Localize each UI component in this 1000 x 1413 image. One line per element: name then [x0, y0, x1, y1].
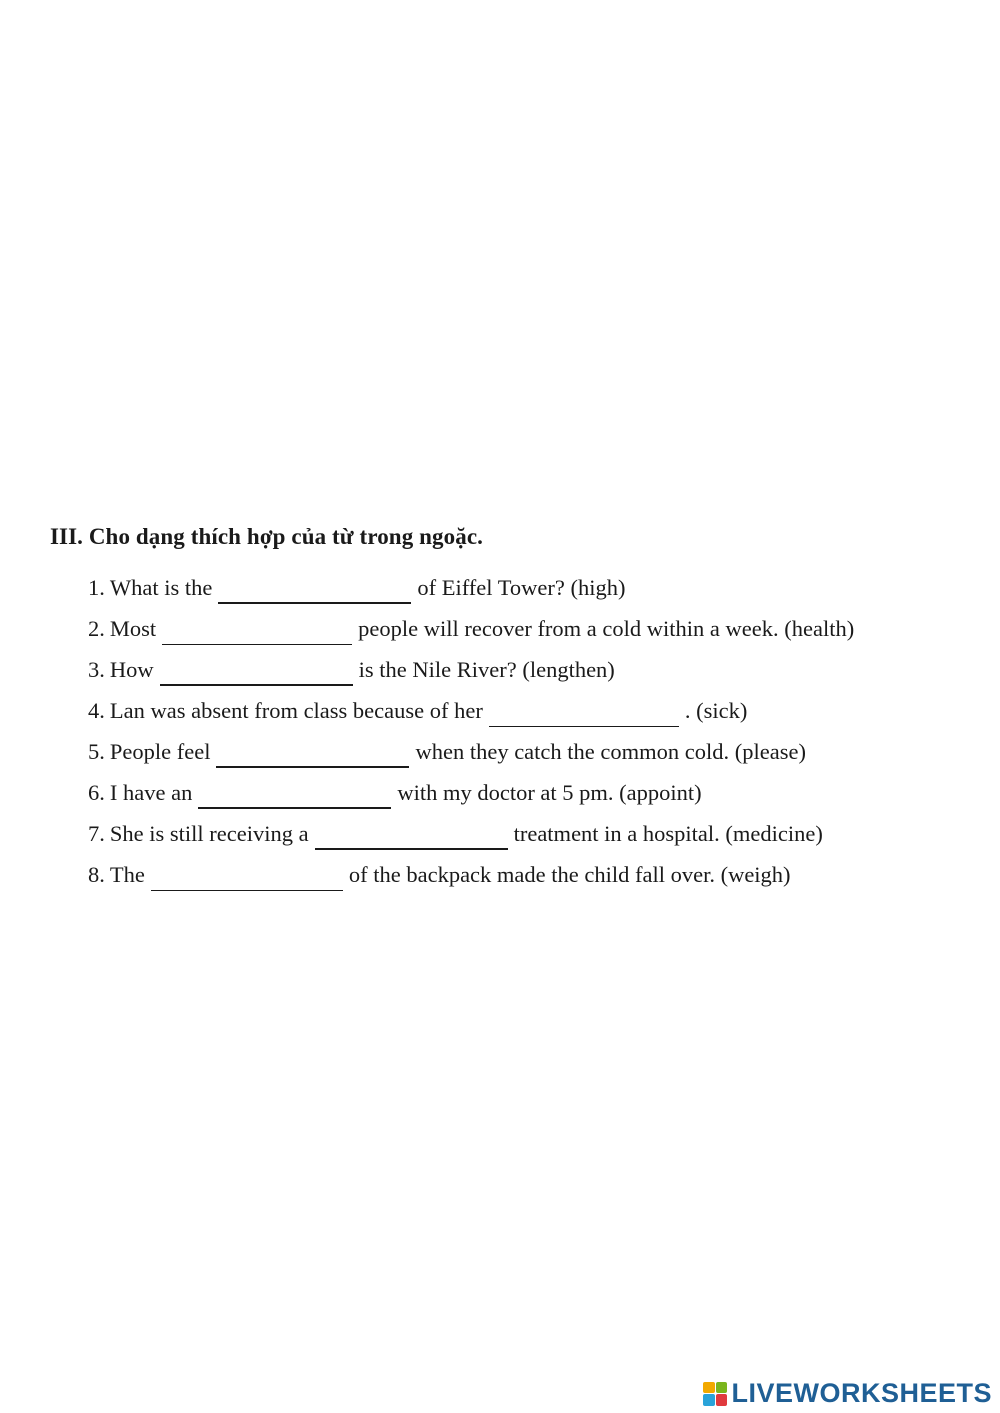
liveworksheets-branding[interactable]	[703, 1380, 992, 1407]
question-text-before: People feel	[109, 739, 211, 764]
question-number: 1.	[88, 575, 105, 600]
question-2	[88, 604, 968, 645]
question-7	[88, 809, 968, 850]
question-text-after: treatment in a hospital. (medicine)	[513, 821, 823, 846]
question-number: 6.	[88, 780, 105, 805]
question-number: 4.	[88, 698, 105, 723]
question-6	[88, 768, 968, 809]
question-text-after: of Eiffel Tower? (high)	[417, 575, 626, 600]
question-text-after: people will recover from a cold within a week. (health)	[358, 616, 855, 641]
question-text-after: of the backpack made the child fall over. (weigh)	[348, 862, 791, 887]
question-number: 7.	[88, 821, 105, 846]
question-text-before: What is the	[109, 575, 213, 600]
question-text-before: Lan was absent from class because of her	[109, 698, 483, 723]
answer-blank-2[interactable]	[162, 622, 352, 645]
question-5	[88, 727, 968, 768]
question-8	[88, 850, 968, 891]
exercise-list	[88, 563, 968, 891]
liveworksheets-logo-icon	[703, 1382, 727, 1406]
question-number: 8.	[88, 862, 105, 887]
question-text-before: She is still receiving a	[109, 821, 309, 846]
section-title: III. Cho dạng thích hợp của từ trong ngoặc.	[50, 524, 484, 549]
answer-blank-1[interactable]	[218, 580, 411, 604]
answer-blank-5[interactable]	[216, 744, 409, 768]
question-text-after: is the Nile River? (lengthen)	[358, 657, 615, 682]
question-text-after: with my doctor at 5 pm. (appoint)	[397, 780, 702, 805]
answer-blank-6[interactable]	[198, 785, 391, 809]
question-3	[88, 645, 968, 686]
question-text-before: I have an	[109, 780, 193, 805]
question-text-before: Most	[109, 616, 157, 641]
question-text-before: How	[109, 657, 154, 682]
brand-name: LIVEWORKSHEETS	[731, 1378, 992, 1408]
answer-blank-3[interactable]	[160, 662, 353, 686]
question-number: 3.	[88, 657, 105, 682]
question-number: 5.	[88, 739, 105, 764]
question-number: 2.	[88, 616, 105, 641]
answer-blank-8[interactable]	[151, 868, 343, 891]
answer-blank-7[interactable]	[315, 826, 508, 850]
answer-blank-4[interactable]	[489, 704, 679, 727]
question-text-before: The	[109, 862, 145, 887]
question-1	[88, 563, 968, 604]
question-text-after: when they catch the common cold. (please)	[415, 739, 806, 764]
question-4	[88, 686, 968, 727]
question-text-after: . (sick)	[684, 698, 748, 723]
